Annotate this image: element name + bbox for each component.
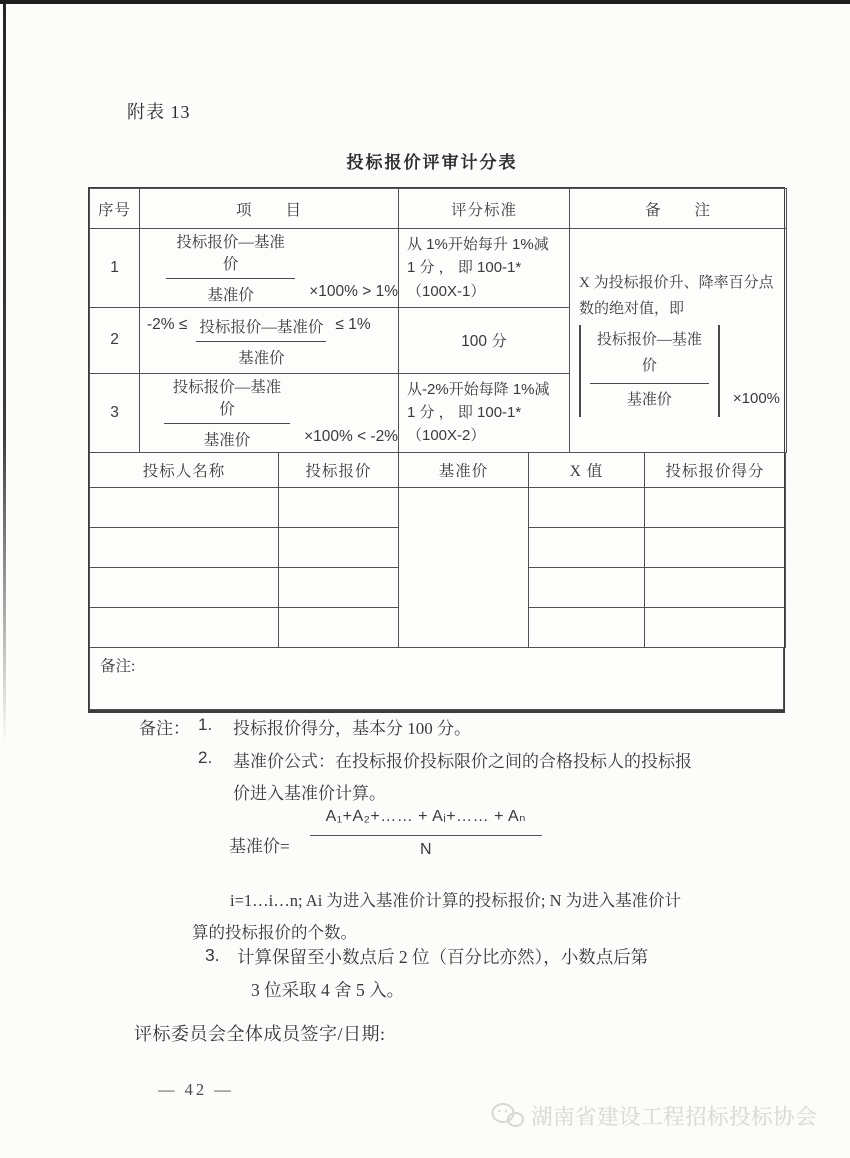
bid-header-bidder-name: 投标人名称 [90, 452, 279, 487]
bid-base-price-merged-cell [399, 487, 529, 647]
criteria-header-row [90, 189, 787, 229]
formula-numerator: A₁+A₂+…… + Aᵢ+…… + Aₙ [310, 806, 542, 836]
formula-suffix: ×100% < -2% [304, 428, 398, 446]
bid-cell-empty [645, 487, 786, 527]
bid-header-score: 投标报价得分 [645, 452, 786, 487]
page-number: — 42 — [158, 1080, 234, 1099]
row-3-criteria [399, 373, 570, 452]
note-3-number: 3. [205, 945, 220, 965]
bid-cell-empty [90, 527, 279, 567]
bid-row [90, 487, 786, 527]
bid-cell-empty [90, 487, 279, 527]
row-2-item-formula [140, 307, 399, 373]
bid-header-bid-price: 投标报价 [279, 452, 399, 487]
table-remark-row [89, 647, 784, 710]
bid-cell-empty [645, 607, 786, 647]
bid-cell-empty [279, 607, 399, 647]
criteria-line: （100X-1） [407, 282, 486, 300]
score-table [88, 187, 785, 713]
notes-label: 备注： [139, 719, 190, 738]
bid-header-base-price: 基准价 [399, 452, 529, 487]
fraction-denominator: 基准价 [626, 392, 672, 408]
criteria-row-1 [90, 229, 787, 308]
fraction-denominator: 基准价 [203, 432, 251, 450]
signature-line: 评标委员会全体成员签字/日期: [134, 1024, 386, 1044]
fraction [164, 375, 290, 450]
watermark [490, 1100, 817, 1131]
times-100-label: ×100% [732, 390, 780, 407]
fraction-numerator: 投标报价—基准价 [590, 328, 709, 384]
fraction-numerator: 投标报价—基准价 [164, 375, 290, 424]
bid-cell-empty [279, 567, 399, 607]
watermark-text: 湖南省建设工程招标投标协会 [531, 1105, 818, 1129]
fraction-denominator: 基准价 [238, 349, 285, 367]
bid-cell-empty [529, 607, 645, 647]
bid-cell-empty [529, 527, 645, 567]
page-title: 投标报价评审计分表 [346, 153, 518, 172]
criteria-line: 从-2%开始每降 1%减 [407, 380, 550, 398]
formula-suffix: ≤ 1% [335, 315, 371, 333]
header-item: 项 目 [140, 189, 399, 229]
formula-note-line-1: i=1…i…n; Ai 为进入基准价计算的投标报价; N 为进入基准价计 [230, 891, 682, 910]
fraction-formula [140, 375, 398, 450]
row-3-item-formula [140, 373, 399, 452]
bid-cell-empty [529, 567, 645, 607]
criteria-table [89, 188, 787, 453]
note-3-text-line-2: 3 位采取 4 舍 5 入。 [251, 980, 405, 1000]
bidder-header-row [90, 452, 786, 487]
header-criteria: 评分标准 [399, 189, 570, 229]
formula-denominator: N [420, 841, 432, 858]
note-3-text-line-1: 计算保留至小数点后 2 位（百分比亦然），小数点后第 [237, 947, 649, 967]
remark-line-2: 数的绝对值，即 [579, 300, 685, 317]
wechat-bubbles-icon [490, 1101, 526, 1131]
remark-line-1: X 为投标报价升、降率百分点 [579, 275, 774, 291]
header-no: 序号 [90, 189, 140, 229]
note-2-text-line-2: 价进入基准价计算。 [233, 784, 386, 803]
criteria-line: 1 分 ， 即 100-1* [407, 404, 522, 421]
bid-cell-empty [90, 567, 279, 607]
remark-row [90, 647, 784, 709]
row-3-no: 3 [90, 373, 140, 452]
remark-merged-cell [570, 229, 787, 453]
note-1-text: 投标报价得分，基本分 100 分。 [233, 719, 471, 738]
fraction [166, 230, 295, 305]
fraction [196, 315, 326, 368]
note-2-number: 2. [198, 748, 213, 767]
remark-row-label: 备注: [100, 657, 136, 675]
fraction-formula [140, 230, 398, 305]
fraction [590, 328, 709, 414]
bid-header-x-value: X 值 [529, 452, 645, 487]
bidder-table [89, 452, 786, 648]
remark-abs-formula [579, 325, 780, 417]
bid-cell-empty [279, 487, 399, 527]
fraction-denominator: 基准价 [207, 287, 254, 305]
bid-cell-empty [645, 567, 786, 607]
absolute-value-bars [579, 325, 720, 417]
remark-row-cell [90, 647, 784, 709]
formula-lhs: 基准价= [229, 837, 290, 856]
row-1-no: 1 [90, 229, 140, 308]
bid-cell-empty [529, 487, 645, 527]
fraction-numerator: 投标报价—基准价 [196, 315, 326, 342]
note-2-text-line-1: 基准价公式：在投标报价投标限价之间的合格投标人的投标报 [233, 752, 692, 771]
fraction-numerator: 投标报价—基准价 [166, 230, 295, 279]
row-1-item-formula [140, 229, 399, 308]
row-2-criteria: 100 分 [399, 307, 570, 373]
base-price-formula [229, 806, 542, 859]
formula-suffix: ×100% > 1% [309, 283, 398, 301]
header-remark: 备 注 [570, 189, 787, 229]
formula-prefix: -2% ≤ [147, 315, 188, 333]
scanner-top-edge [0, 0, 850, 4]
annex-label: 附表 13 [127, 102, 191, 122]
scanner-left-edge [3, 4, 6, 784]
formula-note-line-2: 算的投标报价的个数。 [192, 923, 357, 942]
criteria-line: 1 分 ， 即 100-1* [407, 259, 522, 277]
fraction-formula [140, 313, 398, 368]
row-1-criteria [399, 229, 570, 308]
note-1-number: 1. [198, 715, 213, 734]
formula-fraction [310, 806, 542, 859]
bid-cell-empty [645, 527, 786, 567]
criteria-line: 从 1%开始每升 1%减 [407, 236, 549, 253]
row-2-no: 2 [90, 307, 140, 373]
bid-cell-empty [90, 607, 279, 647]
bid-cell-empty [279, 527, 399, 567]
criteria-line: （100X-2） [407, 427, 486, 445]
